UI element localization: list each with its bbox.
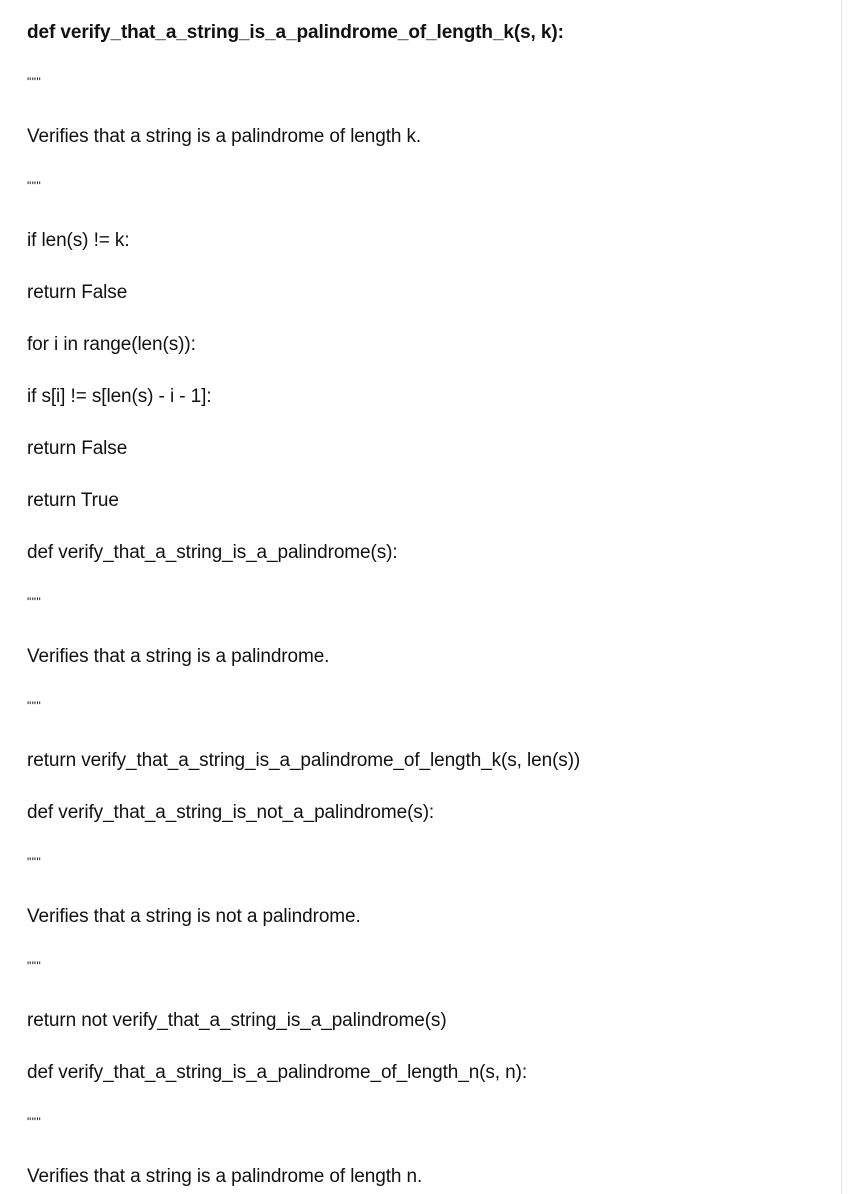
code-line: return False <box>27 282 128 303</box>
function-definition: def verify_that_a_string_is_a_palindrome_of_length_n(s, n): <box>27 1062 528 1083</box>
docstring-quote: """ <box>27 75 42 89</box>
function-definition: def verify_that_a_string_is_a_palindrome(s): <box>27 542 398 563</box>
docstring-quote: """ <box>27 959 42 973</box>
docstring-quote: """ <box>27 595 42 609</box>
function-definition-heading: def verify_that_a_string_is_a_palindrome_of_length_k(s, k): <box>27 22 564 43</box>
docstring-quote: """ <box>27 699 42 713</box>
docstring-quote: """ <box>27 1115 42 1129</box>
code-line: for i in range(len(s)): <box>27 334 196 355</box>
docstring-text: Verifies that a string is a palindrome of length n. <box>27 1166 423 1187</box>
docstring-text: Verifies that a string is a palindrome of length k. <box>27 126 422 147</box>
docstring-quote: """ <box>27 179 42 193</box>
docstring-text: Verifies that a string is a palindrome. <box>27 646 330 667</box>
code-line: if s[i] != s[len(s) - i - 1]: <box>27 386 212 407</box>
code-line: return verify_that_a_string_is_a_palindrome_of_length_k(s, len(s)) <box>27 750 581 771</box>
docstring-quote: """ <box>27 855 42 869</box>
code-line: if len(s) != k: <box>27 230 130 251</box>
code-line: return True <box>27 490 119 511</box>
code-line: return False <box>27 438 128 459</box>
code-line: return not verify_that_a_string_is_a_palindrome(s) <box>27 1010 447 1031</box>
function-definition: def verify_that_a_string_is_not_a_palindrome(s): <box>27 802 435 823</box>
docstring-text: Verifies that a string is not a palindrome. <box>27 906 361 927</box>
